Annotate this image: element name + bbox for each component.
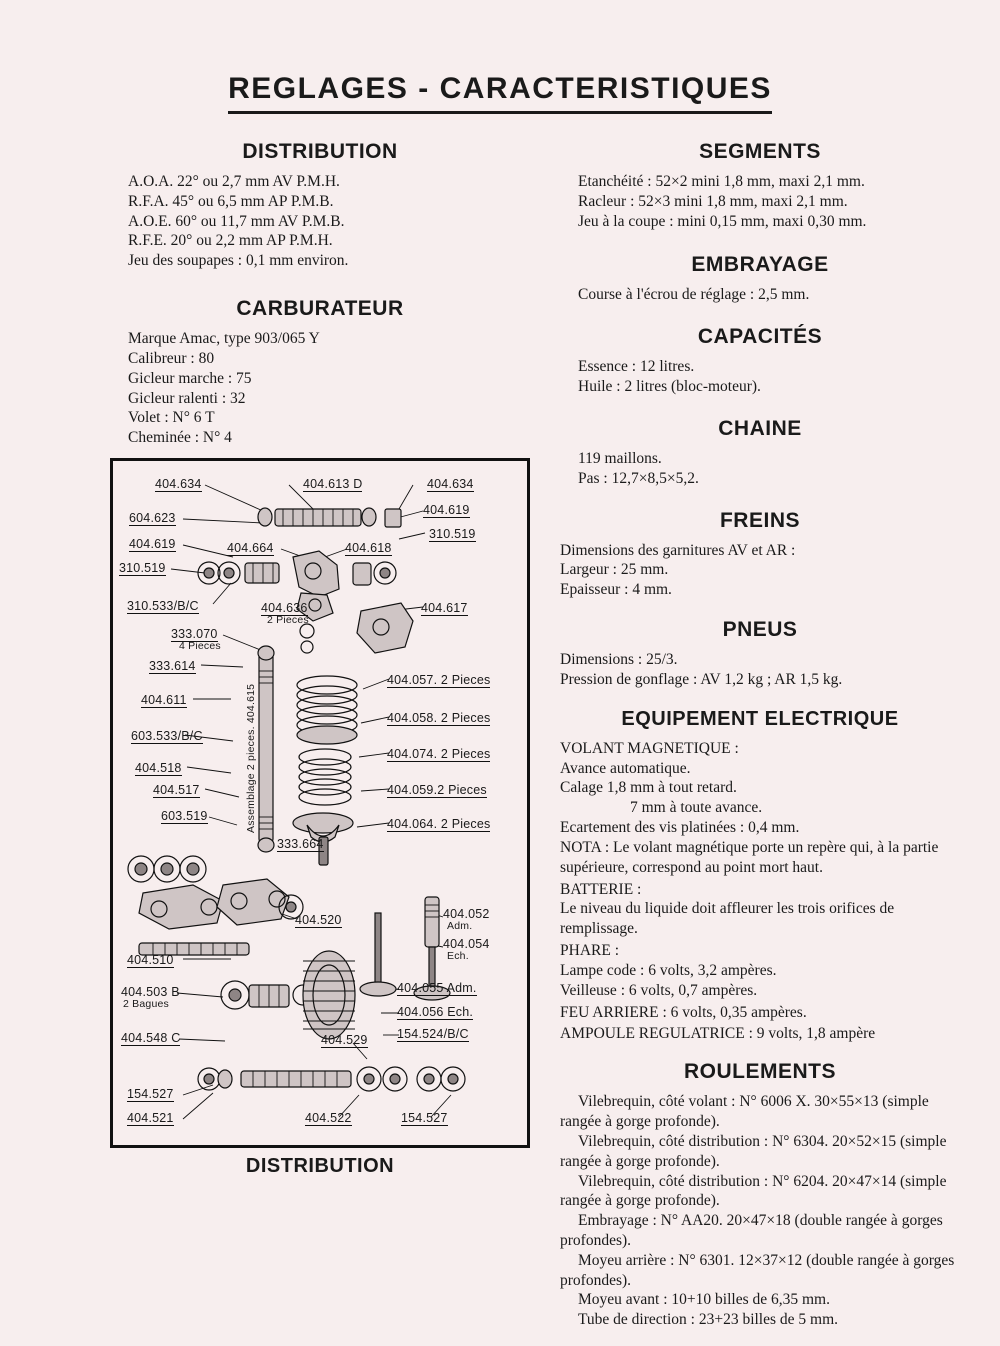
- diagram-label: 154.527: [401, 1111, 448, 1125]
- capacites-line: Essence : 12 litres.: [578, 358, 695, 376]
- diagram-label: 404.074. 2 Pieces: [387, 747, 491, 761]
- segments-line: Racleur : 52×3 mini 1,8 mm, maxi 2,1 mm.: [578, 192, 848, 210]
- diagram-label: 404.613 D: [303, 477, 363, 491]
- pneus-line: Pression de gonflage : AV 1,2 kg ; AR 1,5 kg.: [560, 670, 843, 688]
- diagram-label: 404.503 B: [121, 985, 180, 999]
- pneus-line: Dimensions : 25/3.: [560, 651, 678, 669]
- electrique-heading: EQUIPEMENT ELECTRIQUE: [621, 707, 899, 730]
- section-equipement-electrique: [560, 708, 960, 1044]
- diagram-label: 404.634: [427, 477, 474, 491]
- distribution-line: R.F.E. 20° ou 2,2 mm AP P.M.H.: [128, 232, 333, 250]
- section-roulements: [560, 1060, 960, 1330]
- diagram-label: 404.548 C: [121, 1031, 181, 1045]
- freins-line: Epaisseur : 4 mm.: [560, 581, 672, 599]
- chaine-line: 119 maillons.: [578, 449, 662, 467]
- feu-arriere-line: FEU ARRIERE : 6 volts, 0,35 ampères.: [560, 1003, 807, 1021]
- diagram-label: 404.617: [421, 601, 468, 615]
- diagram-label: 404.054: [443, 937, 490, 951]
- diagram-label: 404.529: [321, 1033, 368, 1047]
- page-title: [0, 72, 1000, 114]
- diagram-label: Assemblage 2 pieces. 404.615: [245, 683, 257, 833]
- freins-line: Dimensions des garnitures AV et AR :: [560, 541, 796, 559]
- distribution-line: A.O.A. 22° ou 2,7 mm AV P.M.H.: [128, 173, 340, 190]
- diagram-label: 404.058. 2 Pieces: [387, 711, 491, 725]
- exploded-diagram: [110, 458, 530, 1148]
- diagram-label: 404.636: [261, 601, 308, 615]
- carburateur-line: Calibreur : 80: [128, 349, 215, 367]
- volant-title: VOLANT MAGNETIQUE :: [560, 739, 739, 757]
- ampoule-line: AMPOULE REGULATRICE : 9 volts, 1,8 ampère: [560, 1025, 876, 1043]
- diagram-label: 404.521: [127, 1111, 174, 1125]
- diagram-label: 404.064. 2 Pieces: [387, 817, 491, 831]
- section-freins: [560, 509, 960, 600]
- carburateur-line: Volet : N° 6 T: [128, 409, 215, 427]
- diagram-label: 404.057. 2 Pieces: [387, 673, 491, 687]
- capacites-line: Huile : 2 litres (bloc-moteur).: [578, 378, 761, 396]
- distribution-heading: DISTRIBUTION: [242, 140, 398, 163]
- diagram-label: 404.611: [141, 693, 187, 707]
- diagram-label: 4 Pieces: [179, 640, 221, 652]
- volant-line: Avance automatique.: [560, 759, 691, 777]
- volant-line: Calage 1,8 mm à tout retard.: [560, 779, 737, 797]
- distribution-line: Jeu des soupapes : 0,1 mm environ.: [128, 252, 349, 270]
- diagram-label: 310.519: [119, 561, 166, 575]
- carburateur-heading: CARBURATEUR: [236, 297, 404, 321]
- diagram-label: 333.614: [149, 659, 196, 673]
- phare-line: Lampe code : 6 volts, 3,2 ampères.: [560, 961, 777, 979]
- roulements-line: Vilebrequin, côté distribution : N° 6204. 20×47×14 (simple rangée à gorge profonde).: [560, 1172, 947, 1210]
- diagram-label: 404.619: [423, 503, 470, 517]
- diagram-label: 2 Pieces: [267, 614, 309, 626]
- diagram-label: 333.070: [171, 627, 218, 641]
- roulements-line: Embrayage : N° AA20. 20×47×18 (double rangée à gorges profondes).: [560, 1212, 943, 1249]
- phare-line: Veilleuse : 6 volts, 0,7 ampères.: [560, 981, 758, 999]
- batterie-title: BATTERIE :: [560, 880, 642, 898]
- section-capacites: [560, 325, 960, 397]
- segments-heading: SEGMENTS: [699, 140, 821, 163]
- diagram-label: 404.634: [155, 477, 202, 491]
- distribution-line: A.O.E. 60° ou 11,7 mm AV P.M.B.: [128, 212, 345, 230]
- carburateur-line: Cheminée : N° 4: [128, 429, 232, 447]
- freins-line: Largeur : 25 mm.: [560, 561, 669, 579]
- section-chaine: [560, 417, 960, 489]
- section-carburateur: [110, 297, 530, 448]
- roulements-heading: ROULEMENTS: [684, 1060, 836, 1084]
- capacites-heading: CAPACITÉS: [697, 325, 823, 349]
- section-distribution: [110, 140, 530, 271]
- volant-line: Ecartement des vis platinées : 0,4 mm.: [560, 819, 800, 837]
- chaine-heading: CHAINE: [718, 416, 802, 440]
- diagram-label: 404.518: [135, 761, 182, 775]
- segments-line: Jeu à la coupe : mini 0,15 mm, maxi 0,30 mm.: [578, 212, 867, 230]
- diagram-label: 404.522: [305, 1111, 352, 1125]
- roulements-line: Moyeu arrière : N° 6301. 12×37×12 (double rangée à gorges profondes).: [560, 1251, 955, 1289]
- distribution-line: R.F.A. 45° ou 6,5 mm AP P.M.B.: [128, 192, 334, 210]
- segments-line: Etanchéité : 52×2 mini 1,8 mm, maxi 2,1 mm.: [578, 173, 865, 190]
- diagram-label: 404.619: [129, 537, 176, 551]
- section-segments: [560, 140, 960, 231]
- diagram-label: 404.510: [127, 953, 174, 967]
- right-column: [560, 140, 960, 1346]
- roulements-line: Tube de direction : 23+23 billes de 5 mm.: [578, 1311, 839, 1329]
- page-title-text: REGLAGES - CARACTERISTIQUES: [228, 72, 772, 114]
- diagram-label: 310.519: [429, 527, 476, 541]
- chaine-line: Pas : 12,7×8,5×5,2.: [578, 469, 699, 487]
- phare-title: PHARE :: [560, 942, 619, 960]
- carburateur-line: Gicleur ralenti : 32: [128, 389, 246, 407]
- diagram-label: 404.055 Adm.: [397, 981, 477, 995]
- volant-note: NOTA : Le volant magnétique porte un repère qui, à la partie supérieure, correspond au point mort haut.: [560, 838, 939, 876]
- diagram-caption: DISTRIBUTION: [245, 1155, 395, 1177]
- diagram-label: 404.052: [443, 907, 490, 921]
- diagram-label: 604.623: [129, 511, 176, 525]
- roulements-line: Vilebrequin, côté distribution : N° 6304. 20×52×15 (simple rangée à gorge profonde).: [560, 1132, 947, 1170]
- diagram-label: 404.059.2 Pieces: [387, 783, 487, 797]
- freins-heading: FREINS: [719, 508, 800, 532]
- embrayage-line: Course à l'écrou de réglage : 2,5 mm.: [578, 286, 810, 304]
- diagram-label: 404.618: [345, 541, 392, 555]
- diagram-label: Adm.: [447, 920, 473, 932]
- pneus-heading: PNEUS: [722, 618, 798, 642]
- diagram-label: 333.664: [277, 837, 324, 851]
- embrayage-heading: EMBRAYAGE: [691, 253, 829, 277]
- diagram-label: 603.519: [161, 809, 208, 823]
- diagram-label: 404.056 Ech.: [397, 1005, 474, 1019]
- carburateur-line: Gicleur marche : 75: [128, 369, 252, 387]
- roulements-line: Vilebrequin, côté volant : N° 6006 X. 30×55×13 (simple rangée à gorge profonde).: [560, 1093, 929, 1131]
- diagram-label: Ech.: [447, 950, 469, 962]
- batterie-line: Le niveau du liquide doit affleurer les trois orifices de remplissage.: [560, 900, 895, 938]
- diagram-label: 404.664: [227, 541, 274, 555]
- diagram-label: 2 Bagues: [123, 998, 169, 1010]
- carburateur-line: Marque Amac, type 903/065 Y: [128, 330, 320, 348]
- section-pneus: [560, 618, 960, 690]
- roulements-line: Moyeu avant : 10+10 billes de 6,35 mm.: [578, 1291, 830, 1309]
- diagram-label: 404.517: [153, 783, 200, 797]
- diagram-label: 310.533/B/C: [127, 599, 199, 613]
- diagram-label: 154.527: [127, 1087, 174, 1101]
- left-column: [110, 140, 530, 464]
- volant-line: 7 mm à toute avance.: [630, 799, 763, 817]
- diagram-label: 404.520: [295, 913, 342, 927]
- diagram-label: 603.533/B/C: [131, 729, 203, 743]
- section-embrayage: [560, 253, 960, 305]
- diagram-label: 154.524/B/C: [397, 1027, 469, 1041]
